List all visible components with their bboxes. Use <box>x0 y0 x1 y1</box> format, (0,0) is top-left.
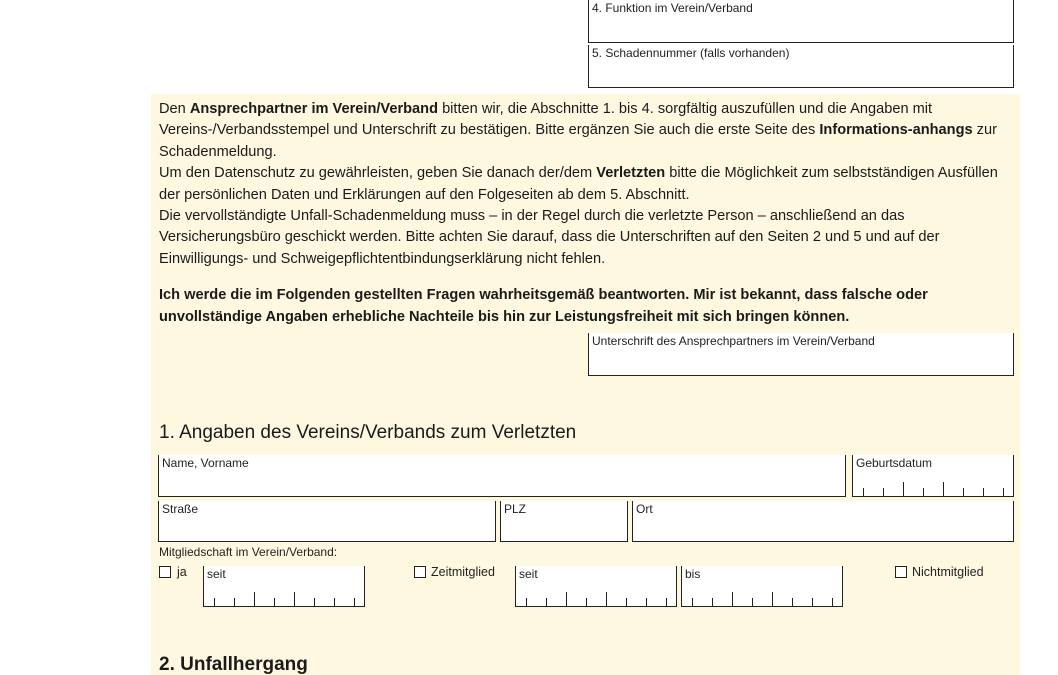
seit-label: seit <box>207 567 226 581</box>
bis-ticks <box>682 596 842 606</box>
ja-checkbox[interactable] <box>159 566 171 578</box>
city-field[interactable] <box>632 501 1014 542</box>
birthdate-ticks <box>853 486 1013 496</box>
nichtmitglied-checkbox[interactable] <box>895 566 907 578</box>
nichtmitglied-label: Nichtmitglied <box>912 565 984 579</box>
membership-label: Mitgliedschaft im Verein/Verband: <box>159 545 338 559</box>
name-field[interactable] <box>158 455 846 497</box>
seit-ticks <box>204 596 364 606</box>
bis-date-field[interactable] <box>681 566 843 607</box>
ja-label: ja <box>177 565 187 579</box>
funktion-label: 4. Funktion im Verein/Verband <box>592 1 753 15</box>
seit2-ticks <box>516 596 676 606</box>
birthdate-field[interactable] <box>852 455 1014 497</box>
seit2-date-field[interactable] <box>515 566 677 607</box>
street-label: Straße <box>162 502 199 516</box>
zip-field[interactable] <box>500 501 628 542</box>
signature-field[interactable] <box>588 333 1014 376</box>
funktion-field[interactable] <box>588 0 1014 43</box>
zeitmitglied-label: Zeitmitglied <box>431 565 495 579</box>
section2-title: 2. Unfallhergang <box>159 654 308 675</box>
street-field[interactable] <box>158 501 496 542</box>
name-label: Name, Vorname <box>162 456 249 470</box>
birthdate-label: Geburtsdatum <box>856 456 933 470</box>
zip-label: PLZ <box>504 502 527 516</box>
schadennummer-field[interactable] <box>588 45 1014 88</box>
section1-title: 1. Angaben des Vereins/Verbands zum Verletzten <box>159 422 577 443</box>
zeitmitglied-checkbox[interactable] <box>414 566 426 578</box>
intro-text: Den Ansprechpartner im Verein/Verband bitten wir, die Abschnitte 1. bis 4. sorgfältig auszufüllen und die Angaben mit Vereins-/Verbandsstempel und Unterschrift zu bestätigen. Bitte ergänzen Sie auch die erste Seite des Informations-anhangs zur Schadenmeldung. Um den Datenschutz zu gewährleisten, geben Sie danach der/dem Verletzten bitte die Möglichkeit zum selbstständigen Ausfüllen der persönlichen Daten und Erklärungen auf den Folgeseiten ab dem 5. Abschnitt. Die vervollständigte Unfall-Schadenmeldung muss – in der Regel durch die verletzte Person – anschließend an das Versicherungsbüro geschickt werden. Bitte achten Sie darauf, dass die Unterschriften auf den Seiten 2 und 5 und auf der Einwilligungs- und Schweigepflichtentbindungserklärung nicht fehlen. Ich werde die im Folgenden gestellten Fragen wahrheitsgemäß beantworten. Mir ist bekannt, dass falsche oder unvollständige Angaben erhebliche Nachteile bis hin zur Leistungsfreiheit mit sich bringen können. <box>159 99 1014 328</box>
signature-label: Unterschrift des Ansprechpartners im Verein/Verband <box>592 334 875 348</box>
declaration-text: Ich werde die im Folgenden gestellten Fragen wahrheitsgemäß beantworten. Mir ist bekannt, dass falsche oder unvollständige Angaben erhebliche Nachteile bis hin zur Leistungsfreiheit mit sich bringen können. <box>159 287 928 325</box>
bis-label: bis <box>685 567 701 581</box>
city-label: Ort <box>636 502 653 516</box>
schadennummer-label: 5. Schadennummer (falls vorhanden) <box>592 46 790 60</box>
seit2-label: seit <box>519 567 538 581</box>
seit-date-field[interactable] <box>203 566 365 607</box>
